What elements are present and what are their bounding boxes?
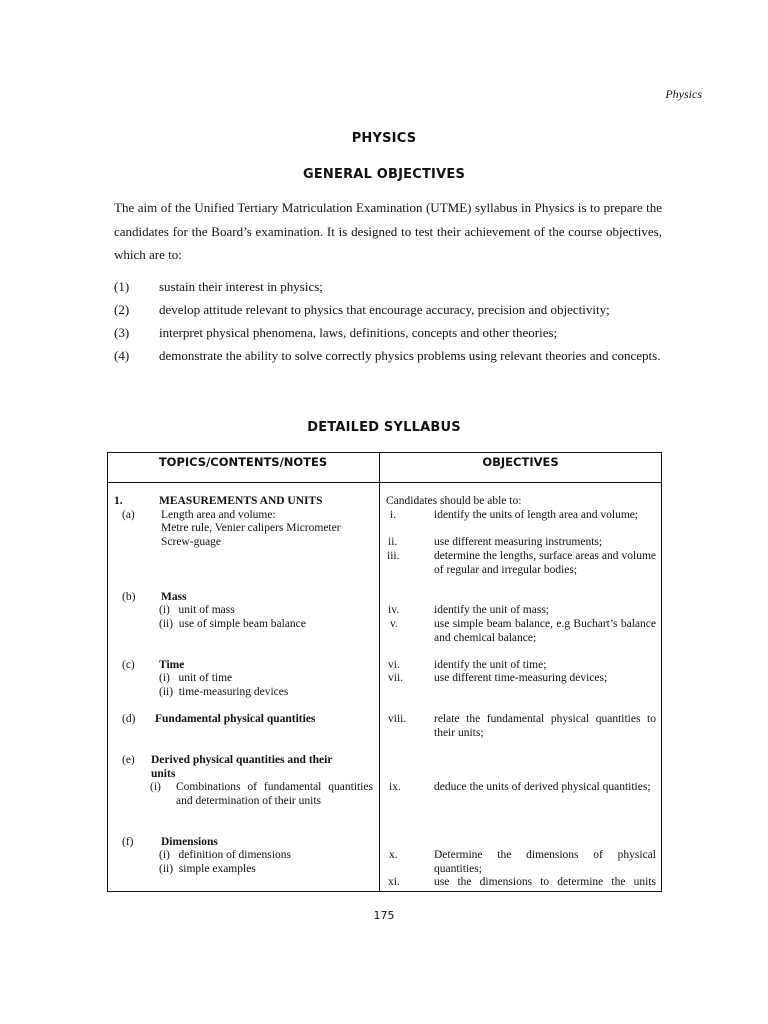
- objective-number: iii.: [387, 550, 400, 562]
- objective-text: determine the lengths, surface areas and volume of regular and irregular bodies;: [434, 550, 656, 576]
- objective-number: (3): [114, 325, 130, 340]
- section-number: 1.: [114, 495, 123, 507]
- section-title: MEASUREMENTS AND UNITS: [159, 495, 323, 507]
- topic-subitem: (i) unit of mass: [159, 604, 235, 616]
- topic-subitem-text: Combinations of fundamental quantities and determination of their units: [176, 781, 373, 807]
- topic-title: Derived physical quantities and their units: [151, 754, 333, 780]
- table-column-divider: [379, 452, 380, 892]
- objective-number: ix.: [389, 781, 401, 793]
- objective-number: ii.: [388, 536, 398, 548]
- topic-title: Length area and volume:: [161, 509, 276, 521]
- objective-number: viii.: [388, 713, 407, 725]
- objective-text: use simple beam balance, e.g Buchart’s balance and chemical balance;: [434, 618, 656, 644]
- objective-number: xi.: [388, 876, 400, 888]
- objective-text: identify the unit of time;: [434, 659, 547, 671]
- topic-title: Mass: [161, 591, 187, 603]
- section-heading-general-objectives: GENERAL OBJECTIVES: [302, 167, 466, 182]
- objective-number: (4): [114, 348, 130, 363]
- objective-text: deduce the units of derived physical quantities;: [434, 781, 651, 793]
- topic-subitem: (ii) use of simple beam balance: [159, 618, 306, 630]
- intro-paragraph: The aim of the Unified Tertiary Matriculation Examination (UTME) syllabus in Physics is to prepare the candidates for the Board’s examination. It is designed to test their achievement of the course objectives, which are to:: [114, 200, 662, 262]
- objective-number: x.: [389, 849, 398, 861]
- objective-text: develop attitude relevant to physics that encourage accuracy, precision and objectivity;: [159, 302, 610, 317]
- objective-number: iv.: [388, 604, 400, 616]
- objective-item: [114, 275, 662, 299]
- topic-subitem: (i) definition of dimensions: [159, 849, 291, 861]
- topic-label: (a): [122, 509, 135, 521]
- topic-subitem-number: (i): [150, 781, 161, 793]
- objective-item: [114, 321, 662, 345]
- objective-number: vi.: [388, 659, 400, 671]
- objective-text: use different measuring instruments;: [434, 536, 603, 548]
- objective-text: Determine the dimensions of physical quantities;: [434, 849, 656, 875]
- objective-number: i.: [390, 509, 397, 521]
- page-title: PHYSICS: [351, 131, 417, 146]
- topic-label: (b): [122, 591, 136, 603]
- candidates-intro: Candidates should be able to:: [386, 495, 522, 507]
- objective-number: (1): [114, 279, 130, 294]
- topic-label: (f): [122, 836, 134, 848]
- objective-text: relate the fundamental physical quantities to their units;: [434, 713, 656, 739]
- topic-notes: Metre rule, Venier calipers Micrometer Screw-guage: [161, 522, 341, 548]
- topic-title: Fundamental physical quantities: [155, 713, 316, 725]
- objective-item: [114, 344, 662, 368]
- topic-label: (e): [122, 754, 135, 766]
- objective-text: identify the units of length area and volume;: [434, 509, 639, 521]
- objective-text: demonstrate the ability to solve correctly physics problems using relevant theories and concepts.: [159, 348, 661, 363]
- topic-subitem: (i) unit of time: [159, 672, 233, 684]
- page-number: 175: [373, 909, 395, 922]
- topic-title: Dimensions: [161, 836, 218, 848]
- objective-text: use different time-measuring devices;: [434, 672, 608, 684]
- table-header-objectives: OBJECTIVES: [482, 455, 559, 469]
- running-header: Physics: [665, 87, 702, 101]
- objective-text: sustain their interest in physics;: [159, 279, 323, 294]
- objective-number: (2): [114, 302, 130, 317]
- topic-label: (d): [122, 713, 136, 725]
- objective-text: use the dimensions to determine the units: [434, 876, 656, 888]
- topic-label: (c): [122, 659, 135, 671]
- table-header-topics: TOPICS/CONTENTS/NOTES: [158, 455, 328, 469]
- objective-text: interpret physical phenomena, laws, definitions, concepts and other theories;: [159, 325, 558, 340]
- objective-number: vii.: [388, 672, 404, 684]
- topic-subitem: (ii) simple examples: [159, 863, 256, 875]
- topic-subitem: (ii) time-measuring devices: [159, 686, 289, 698]
- objective-item: [114, 298, 662, 322]
- section-heading-detailed-syllabus: DETAILED SYLLABUS: [307, 420, 461, 435]
- topic-title: Time: [159, 659, 185, 671]
- table-header-divider: [107, 482, 662, 483]
- objective-number: v.: [390, 618, 398, 630]
- objective-text: identify the unit of mass;: [434, 604, 549, 616]
